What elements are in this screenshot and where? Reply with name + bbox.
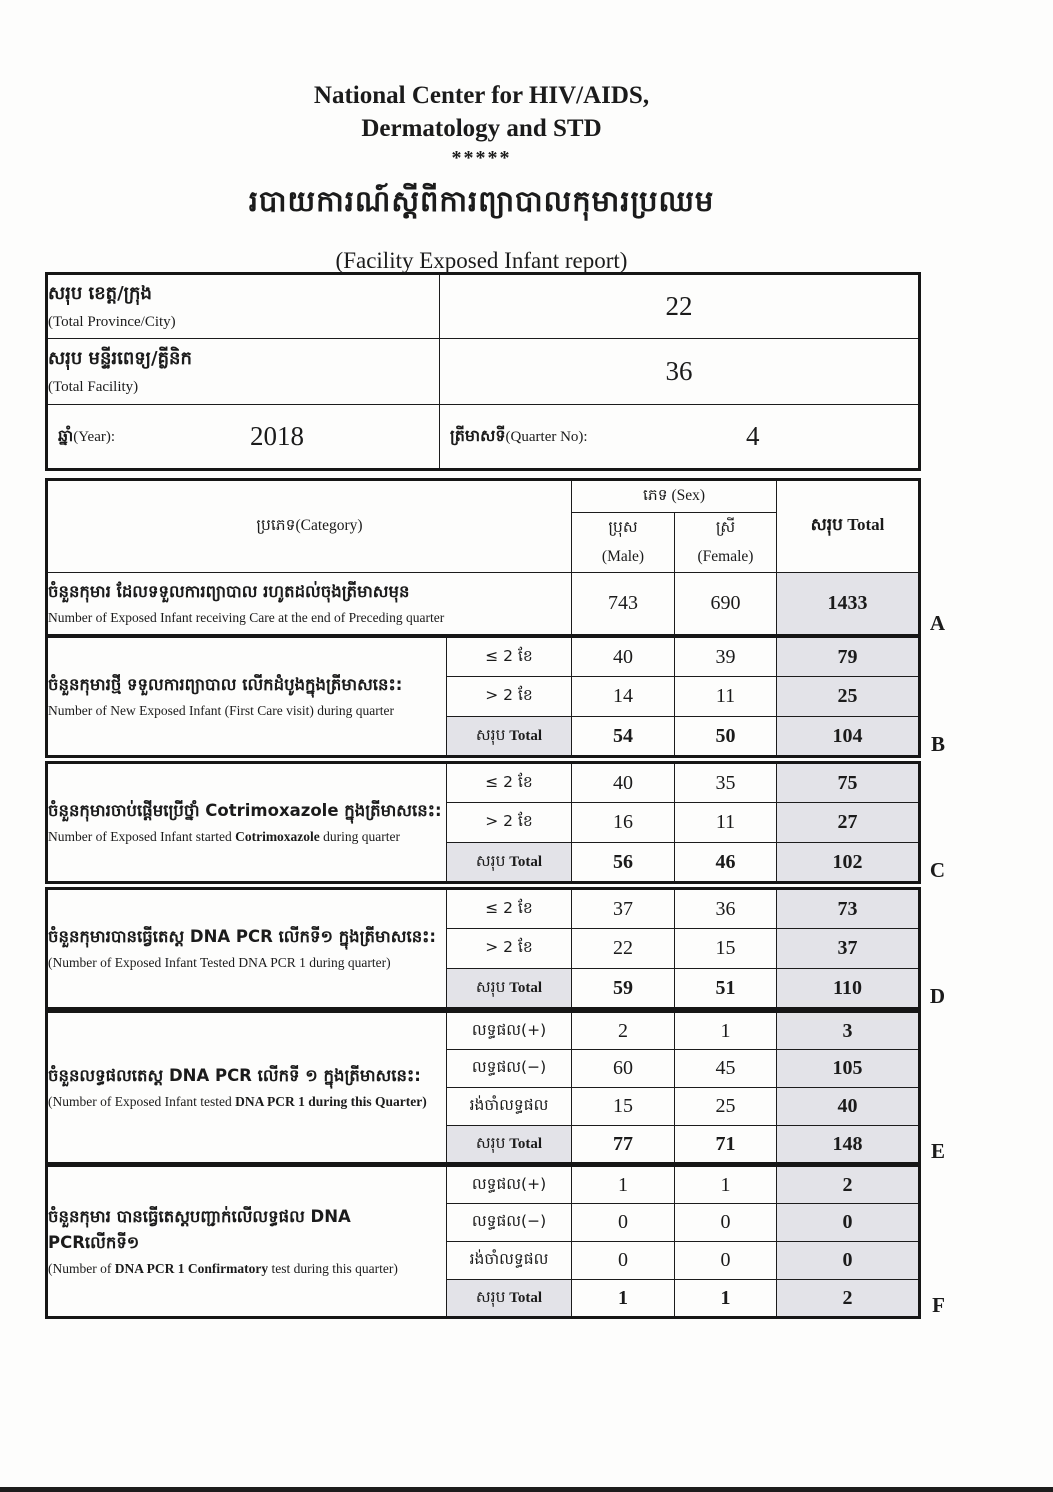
row-label: លទ្ធផល(+) [447, 1166, 572, 1204]
female-value: 25 [675, 1088, 777, 1126]
female-value: 1 [675, 1280, 777, 1318]
quarter-value: 4 [746, 421, 760, 451]
total-value: 79 [777, 637, 920, 677]
section-c-label: ចំនួនកុមារចាប់ផ្តើមប្រើថ្នាំ Cotrimoxazole ក្នុងត្រីមាសនេះ: Number of Exposed Infant started Cotrimoxazole during quarter [47, 763, 447, 883]
total-value: 102 [777, 843, 920, 883]
report-title-english: (Facility Exposed Infant report) [335, 248, 628, 273]
row-label: លទ្ធផល(+) [447, 1012, 572, 1050]
female-value: 71 [675, 1126, 777, 1164]
total-value: 110 [777, 969, 920, 1009]
female-value: 690 [675, 572, 777, 635]
row-label: > 2 ខែ [447, 929, 572, 969]
female-header: ស្រី (Female) [675, 513, 777, 573]
row-label: រង់ចាំលទ្ធផល [447, 1242, 572, 1280]
total-value: 0 [777, 1242, 920, 1280]
category-header: ប្រភេទ(Category) [47, 480, 572, 573]
total-row-label: សរុប Total [447, 843, 572, 883]
male-value: 1 [572, 1166, 675, 1204]
row-label: ≤ 2 ខែ [447, 637, 572, 677]
row-label: លទ្ធផល(−) [447, 1050, 572, 1088]
section-f-label: ចំនួនកុមារ បានធ្វើតេស្តបញ្ជាក់លើលទ្ធផល DNA PCRលើកទី១ (Number of DNA PCR 1 Confirmatory test during this quarter) [47, 1166, 447, 1318]
section-e [45, 1010, 945, 1165]
total-value: 25 [777, 677, 920, 717]
report-header [45, 80, 918, 274]
female-value: 39 [675, 637, 777, 677]
table-row [47, 480, 920, 513]
table-row [47, 339, 920, 405]
summary-table-wrapper [45, 272, 918, 471]
section-b-label: ចំនួនកុមារថ្មី ទទួលការព្យាបាល លើកដំបូងក្នុងត្រីមាសនេះ: Number of New Exposed Infant (First Care visit) during quarter [47, 637, 447, 757]
year-value: 2018 [250, 421, 305, 451]
female-value: 36 [675, 889, 777, 929]
section-a [45, 478, 945, 637]
total-province-label: សរុប ខេត្ត/ក្រុង (Total Province/City) [47, 274, 440, 339]
total-value: 104 [777, 717, 920, 757]
total-value: 73 [777, 889, 920, 929]
section-a-table [45, 478, 921, 637]
section-e-label: ចំនួនលទ្ធផលតេស្ត DNA PCR លើកទី ១ ក្នុងត្រីមាសនេះ: (Number of Exposed Infant tested DNA PCR 1 during this Quarter) [47, 1012, 447, 1164]
scan-edge-line [0, 1487, 1053, 1492]
total-row-label: សរុប Total [447, 969, 572, 1009]
total-header: សរុប Total [777, 480, 920, 573]
section-a-label: ចំនួនកុមារ ដែលទទួលការព្យាបាល រហូតដល់ចុងត្រីមាសមុន Number of Exposed Infant receiving Care at the end of Preceding quarter [47, 572, 572, 635]
table-row [47, 405, 920, 470]
table-row [47, 1012, 920, 1050]
section-letter: B [930, 732, 945, 756]
total-value: 0 [777, 1204, 920, 1242]
year-cell [47, 405, 440, 470]
total-facility-label: សរុប មន្ទីរពេទ្យ/គ្លីនិក (Total Facility) [47, 339, 440, 405]
section-f [45, 1164, 945, 1319]
table-row [47, 637, 920, 677]
row-label: > 2 ខែ [447, 677, 572, 717]
male-value: 54 [572, 717, 675, 757]
table-row [47, 1166, 920, 1204]
quarter-label-khmer: ត្រីមាសទី [450, 425, 506, 445]
total-value: 2 [777, 1280, 920, 1318]
sex-header: ភេទ (Sex) [572, 480, 777, 513]
female-value: 35 [675, 763, 777, 803]
male-value: 0 [572, 1204, 675, 1242]
year-label-khmer: ឆ្នាំ [58, 425, 74, 445]
male-header: ប្រុស (Male) [572, 513, 675, 573]
row-label: ≤ 2 ខែ [447, 889, 572, 929]
male-value: 40 [572, 637, 675, 677]
female-value: 1 [675, 1166, 777, 1204]
row-label: រង់ចាំលទ្ធផល [447, 1088, 572, 1126]
male-value: 56 [572, 843, 675, 883]
female-value: 1 [675, 1012, 777, 1050]
section-letter: A [929, 610, 945, 635]
total-value: 148 [777, 1126, 920, 1164]
total-row-label: សរុប Total [447, 1126, 572, 1164]
total-value: 1433 [777, 572, 920, 635]
total-value: 3 [777, 1012, 920, 1050]
female-value: 0 [675, 1204, 777, 1242]
male-value: 59 [572, 969, 675, 1009]
male-value: 22 [572, 929, 675, 969]
total-province-value: 22 [440, 274, 920, 339]
female-value: 11 [675, 803, 777, 843]
section-letter: F [932, 1293, 945, 1317]
table-row [47, 572, 920, 635]
row-label: ≤ 2 ខែ [447, 763, 572, 803]
section-d [45, 887, 945, 1010]
section-f-table [45, 1164, 921, 1319]
male-value: 16 [572, 803, 675, 843]
section-letter: E [930, 1139, 945, 1163]
female-value: 51 [675, 969, 777, 1009]
table-row [47, 274, 920, 339]
total-value: 105 [777, 1050, 920, 1088]
section-letter: D [929, 984, 945, 1008]
org-name-line1: National Center for HIV/AIDS, [313, 82, 650, 109]
total-facility-value: 36 [440, 339, 920, 405]
male-value: 77 [572, 1126, 675, 1164]
male-value: 743 [572, 572, 675, 635]
male-value: 1 [572, 1280, 675, 1318]
total-value: 75 [777, 763, 920, 803]
summary-table [45, 272, 921, 471]
female-value: 50 [675, 717, 777, 757]
stars-divider: ***** [451, 147, 512, 169]
org-name-line2: Dermatology and STD [361, 114, 602, 142]
female-value: 0 [675, 1242, 777, 1280]
section-letter: C [929, 858, 945, 882]
section-b [45, 635, 945, 758]
male-value: 37 [572, 889, 675, 929]
female-value: 45 [675, 1050, 777, 1088]
total-value: 27 [777, 803, 920, 843]
total-value: 40 [777, 1088, 920, 1126]
section-b-table [45, 635, 921, 758]
section-c [45, 761, 945, 884]
row-label: លទ្ធផល(−) [447, 1204, 572, 1242]
report-title-khmer: របាយការណ៍ស្តីពីការព្យាបាលកុមារប្រឈម [248, 184, 715, 218]
total-row-label: សរុប Total [447, 717, 572, 757]
male-value: 0 [572, 1242, 675, 1280]
total-row-label: សរុប Total [447, 1280, 572, 1318]
year-label-english: (Year): [73, 428, 116, 445]
male-value: 2 [572, 1012, 675, 1050]
female-value: 46 [675, 843, 777, 883]
total-value: 37 [777, 929, 920, 969]
total-value: 2 [777, 1166, 920, 1204]
table-row [47, 763, 920, 803]
row-label: > 2 ខែ [447, 803, 572, 843]
section-e-table [45, 1010, 921, 1165]
male-value: 40 [572, 763, 675, 803]
male-value: 60 [572, 1050, 675, 1088]
male-value: 14 [572, 677, 675, 717]
section-c-table [45, 761, 921, 884]
male-value: 15 [572, 1088, 675, 1126]
quarter-label-english: (Quarter No): [505, 428, 588, 445]
quarter-cell [440, 405, 920, 470]
female-value: 11 [675, 677, 777, 717]
section-d-table [45, 887, 921, 1010]
female-value: 15 [675, 929, 777, 969]
table-row [47, 889, 920, 929]
section-d-label: ចំនួនកុមារបានធ្វើតេស្ត DNA PCR លើកទី១ ក្នុងត្រីមាសនេះ: (Number of Exposed Infant Tested DNA PCR 1 during quarter) [47, 889, 447, 1009]
